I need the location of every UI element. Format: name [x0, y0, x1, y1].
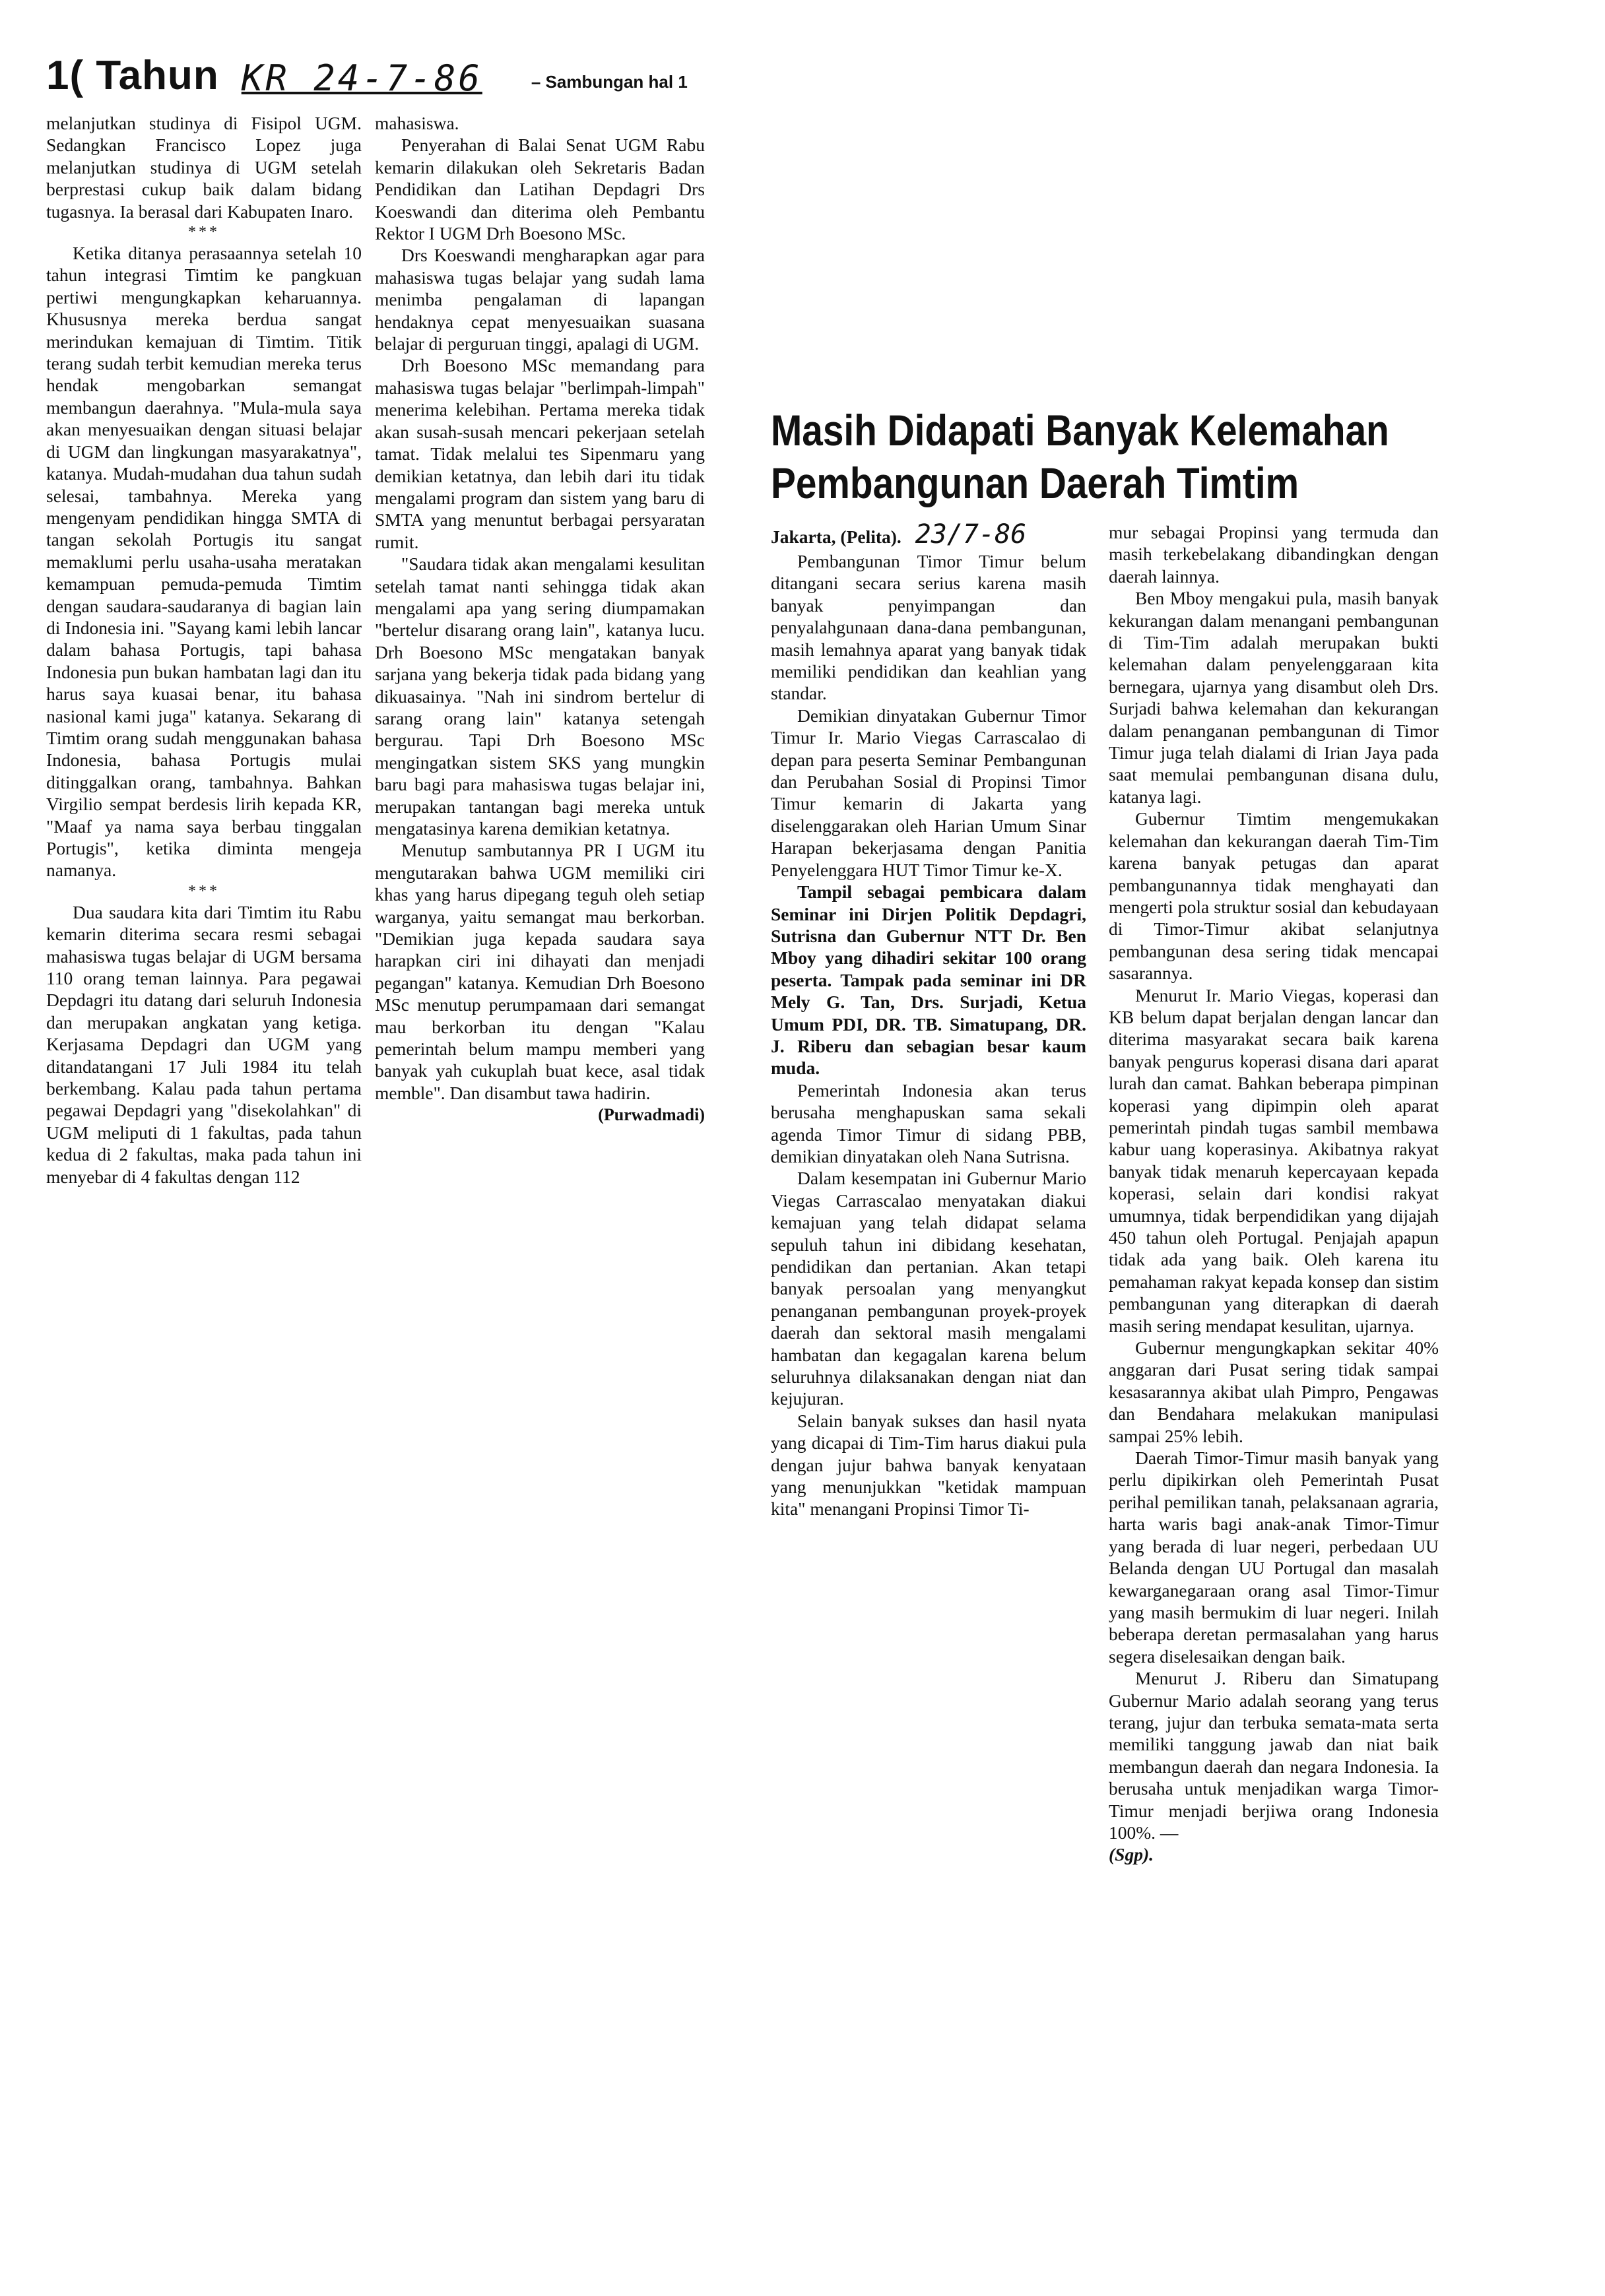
page-header	[46, 40, 688, 99]
article2-column1	[771, 521, 1086, 1520]
paragraph: Drs Koeswandi mengharapkan agar para mahasiswa tugas belajar yang sudah lama menimba pengalaman di lapangan hendaknya cepat menyesuaikan suasana belajar di perguruan tinggi, apalagi di UGM.	[375, 245, 705, 354]
dateline-row	[771, 521, 1086, 550]
paragraph: mahasiswa.	[375, 113, 459, 133]
paragraph: Dalam kesempatan ini Gubernur Mario Viegas Carrascalao menyatakan diakui kemajuan yang telah didapat selama sepuluh tahun ini dibidang kesehatan, pendidikan dan pertanian. Akan tetapi banyak persoalan yang menyangkut penanganan pembangunan proyek-proyek daerah dan sektoral masih mengalami hambatan dan kegagalan karena belum seluruhnya dilaksanakan dengan niat dan kejujuran.	[771, 1168, 1086, 1409]
paragraph: melanjutkan studinya di Fisipol UGM. Sedangkan Francisco Lopez juga melanjutkan studinya di UGM setelah berprestasi cukup baik dalam bidang tugasnya. Ia berasal dari Kabupaten Inaro.	[46, 113, 362, 222]
paragraph: mur sebagai Propinsi yang termuda dan masih terkebelakang dibandingkan dengan daerah lainnya.	[1109, 522, 1439, 587]
article2-headline	[771, 404, 1389, 509]
paragraph: Pemerintah Indonesia akan terus berusaha menghapuskan sama sekali agenda Timor Timur di sidang PBB, demikian dinyatakan oleh Nana Sutrisna.	[771, 1079, 1086, 1166]
section-separator: ***	[188, 224, 220, 241]
paragraph: Menurut J. Riberu dan Simatupang Gubernur Mario adalah seorang yang terus terang, jujur dan terbuka semata-mata serta memiliki tanggung jawab dan niat baik membangun daerah dan negara Indonesia. Ia berusaha untuk menjadikan warga Timor-Timur menjadi berjiwa orang Indonesia 100%. —	[1109, 1668, 1439, 1843]
article1-column2	[375, 112, 705, 1126]
author-signoff: (Sgp).	[1109, 1844, 1154, 1865]
paragraph: Demikian dinyatakan Gubernur Timor Timur Ir. Mario Viegas Carrascalao di depan para peserta Seminar Pembangunan dan Perubahan Sosial di Propinsi Timor Timur kemarin di Jakarta yang diselenggarakan oleh Harian Umum Sinar Harapan bekerjasama dengan Panitia Penyelenggara HUT Timor Timur ke-X.	[771, 705, 1086, 880]
paragraph: Daerah Timor-Timur masih banyak yang perlu dipikirkan oleh Pemerintah Pusat perihal pemilikan tanah, pelaksanaan agraria, harta waris bagi anak-anak Timor-Timur yang berada di luar negeri, perbedaan UU Belanda dengan UU Portugal dan masalah kewarganegaraan orang asal Timor-Timur yang masih bermukim di luar negeri. Inilah beberapa deretan permasalahan yang harus segera diselesaikan dengan baik.	[1109, 1448, 1439, 1667]
paragraph: Tampil sebagai pembicara dalam Seminar ini Dirjen Politik Depdagri, Sutrisna dan Gubernur NTT Dr. Ben Mboy yang dihadiri sekitar 100 orang peserta. Tampak pada seminar ini DR Mely G. Tan, Drs. Surjadi, Ketua Umum PDI, DR. TB. Simatupang, DR. J. Riberu dan sebagian besar kaum muda.	[771, 881, 1086, 1079]
headline-line1: Masih Didapati Banyak Kelemahan	[771, 406, 1389, 455]
paragraph: Ketika ditanya perasaannya setelah 10 tahun integrasi Timtim ke pangkuan pertiwi mengungkapkan keharuannya. Khususnya mereka berdua sangat merindukan kemajuan di Timtim. Titik terang sudah terbit kemudian mereka terus hendak mengobarkan semangat membangun daerahnya. "Mula-mula saya akan menyesuaikan dengan situasi belajar di UGM dan lingkungan masyarakatnya", katanya. Mudah-mudahan dua tahun sudah selesai, tambahnya. Mereka yang mengenyam pendidikan hingga SMTA di tangan sekolah Portugis itu sangat memaklumi perlu usaha-usaha meratakan kemampuan pemuda-pemuda Timtim dengan saudara-saudaranya di bagian lain di Indonesia ini. "Sayang kami lebih lancar dalam bahasa Portugis, tapi bahasa Indonesia pun bukan hambatan lagi dan itu harus saya kuasai benar, itu bahasa nasional kami juga" katanya. Sekarang di Timtim orang sudah menggunakan bahasa Indonesia, bahasa Portugis mulai ditinggalkan orang, tambahnya. Bahkan Virgilio sempat berdesis lirih kepada KR, "Maaf ya nama saya berbau tinggalan Portugis", ketika diminta mengeja namanya.	[46, 243, 362, 881]
paragraph: Menutup sambutannya PR I UGM itu mengutarakan bahwa UGM memiliki ciri khas yang harus dipegang teguh oleh setiap warganya, yaitu semangat mau berkorban. "Demikian juga kepada saudara saya harapkan ciri ini dihayati dan menjadi pegangan" katanya. Kemudian Drh Boesono MSc menutup perumpamaan dari semangat mau berkorban itu dengan "Kalau pemerintah belum mampu memberi yang banyak yah cukuplah buat kece, asal tidak memble". Dan disambut tawa hadirin.	[375, 840, 705, 1103]
author-signoff: (Purwadmadi)	[598, 1105, 705, 1125]
page-label: 1( Tahun	[46, 53, 219, 98]
handwritten-date: 23/7-86	[915, 519, 1027, 550]
paragraph: Penyerahan di Balai Senat UGM Rabu kemarin dilakukan oleh Sekretaris Badan Pendidikan dan Latihan Depdagri Drs Koeswandi dan diterima oleh Pembantu Rektor I UGM Drh Boesono MSc.	[375, 135, 705, 244]
paragraph: Pembangunan Timor Timur belum ditangani secara serius karena masih banyak penyimpangan dan penyalahgunaan dana-dana pembangunan, masih lemahnya aparat yang banyak tidak memiliki pendidikan dan keahlian yang standar.	[771, 551, 1086, 704]
paragraph: Selain banyak sukses dan hasil nyata yang dicapai di Tim-Tim harus diakui pula dengan jujur bahwa banyak kenyataan yang menunjukkan "ketidak mampuan kita" menangani Propinsi Timor Ti-	[771, 1410, 1086, 1519]
paragraph: Menurut Ir. Mario Viegas, koperasi dan KB belum dapat berjalan dengan lancar dan diterima masyarakat secara baik karena banyak pengurus koperasi disana dari aparat lurah dan camat. Bahkan beberapa pimpinan koperasi yang dipimpin oleh aparat pemerintah pindah tugas sambil membawa kabur uang koperasinya. Akibatnya rakyat banyak tidak menaruh kepercayaan kepada koperasi, selain dari kondisi rakyat umumnya, tidak berpendidikan yang dijajah 450 tahun oleh Portugal. Penjajah apapun tidak ada yang baik. Oleh karena itu pemahaman rakyat kepada konsep dan sistim pembangunan yang diterapkan di daerah masih sering mendapat kesulitan, ujarnya.	[1109, 984, 1439, 1336]
section-separator: ***	[188, 882, 220, 900]
paragraph: Gubernur mengungkapkan sekitar 40% anggaran dari Pusat sering tidak sampai kesasarannya akibat ulah Pimpro, Pengawas dan Bendahara melakukan manipulasi sampai 25% lebih.	[1109, 1337, 1439, 1446]
paragraph: Drh Boesono MSc memandang para mahasiswa tugas belajar "berlimpah-limpah" menerima kelebihan. Pertama mereka tidak akan susah-susah mencari pekerjaan setelah tamat. Tidak melalui tes Sipenmaru yang demikian ketatnya, dan lebih dari itu tidak mengalami program dan sistem yang baru di SMTA yang menuntut berbagai persyaratan rumit.	[375, 355, 705, 552]
handwritten-reference: KR 24-7-86	[241, 57, 482, 99]
article2-column2	[1109, 521, 1439, 1866]
article1-column1	[46, 112, 362, 1188]
headline-line2: Pembangunan Daerah Timtim	[771, 459, 1299, 507]
paragraph: Gubernur Timtim mengemukakan kelemahan dan kekurangan daerah Tim-Tim karena banyak petugas dan aparat pembangunannya tidak menghayati dan mengerti pola struktur sosial dan kebudayaan di Timor-Timur akibat selanjutnya pembangunan desa sering tidak mencapai sasarannya.	[1109, 808, 1439, 984]
paragraph: "Saudara tidak akan mengalami kesulitan setelah tamat nanti sehingga tidak akan mengalami apa yang sering diumpamakan "bertelur disarang orang lain", katanya lucu. Drh Boesono MSc mengatakan banyak sarjana yang bekerja tidak pada bidang yang dikuasainya. "Nah ini sindrom bertelur di sarang orang lain" katanya setengah bergurau. Tapi Drh Boesono MSc mengingatkan sistem SKS yang mungkin baru bagi para mahasiswa tugas belajar ini, merupakan tantangan bagi mereka untuk mengatasinya karena demikian ketatnya.	[375, 554, 705, 839]
paragraph: Dua saudara kita dari Timtim itu Rabu kemarin diterima secara resmi sebagai mahasiswa tugas belajar di UGM bersama 110 orang teman lainnya. Para pegawai Depdagri itu datang dari seluruh Indonesia dan merupakan angkatan yang ketiga. Kerjasama Depdagri dan UGM yang ditandatangani 17 Juli 1984 itu telah berkembang. Kalau pada tahun pertama pegawai Depdagri yang "disekolahkan" di UGM meliputi di 1 fakultas, pada tahun kedua di 2 fakultas, maka pada tahun ini menyebar di 4 fakultas dengan 112	[46, 901, 362, 1187]
continuation-note: – Sambungan hal 1	[531, 72, 688, 92]
paragraph: Ben Mboy mengakui pula, masih banyak kekurangan dalam menangani pembangunan di Tim-Tim adalah merupakan bukti kelemahan dalam penyelenggaraan kita bernegara, ujarnya yang disambut oleh Drs. Surjadi bahwa kelemahan dan kekurangan dalam penanganan pembangunan di Timor Timur juga telah dialami di Irian Jaya pada saat memulai pembangunan disana dulu, katanya lagi.	[1109, 588, 1439, 807]
dateline: Jakarta, (Pelita).	[771, 526, 901, 547]
